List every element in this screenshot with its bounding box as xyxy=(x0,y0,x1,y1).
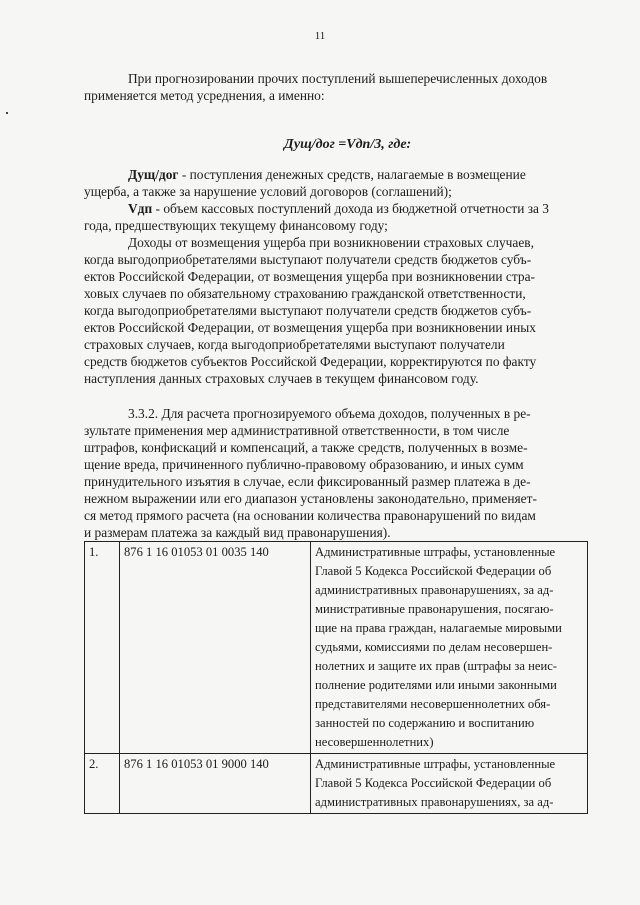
formula: Дущ/дог =Vдп/3, где: xyxy=(284,137,412,152)
def2-line-1 xyxy=(128,200,549,217)
insurance-line: Доходы от возмещения ущерба при возникновении страховых случаев, xyxy=(128,235,534,250)
intro-line-1: При прогнозировании прочих поступлений вышеперечисленных доходов xyxy=(128,71,548,86)
table-row xyxy=(85,754,588,814)
section-332-line: штрафов, конфискаций и компенсаций, а также средств, полученных в возме- xyxy=(84,440,528,455)
section-332-line: ся метод прямого расчета (на основании количества правонарушений по видам xyxy=(84,508,536,523)
insurance-line: страховых случаев, когда выгодоприобретателями выступают получатели xyxy=(84,337,505,352)
description-line: представителями несовершеннолетних обя- xyxy=(315,697,551,711)
description-line: нолетних и защите их прав (штрафы за неис- xyxy=(315,659,557,673)
insurance-line: ектов Российской Федерации, от возмещения ущерба при возникновении стра- xyxy=(84,269,535,284)
budget-code: 876 1 16 01053 01 9000 140 xyxy=(120,754,311,814)
row-number: 2. xyxy=(85,754,120,814)
page-number: 11 xyxy=(314,30,326,42)
table-row xyxy=(85,542,588,754)
intro-line-2: применяется метод усреднения, а именно: xyxy=(84,88,325,103)
budget-code: 876 1 16 01053 01 0035 140 xyxy=(120,542,311,754)
description-line: щие на права граждан, налагаемые мировыми xyxy=(315,621,562,635)
section-332-line: 3.3.2. Для расчета прогнозируемого объема доходов, полученных в ре- xyxy=(128,406,531,421)
section-332-line: нежном выражении или его диапазон установлены законодательно, применяет- xyxy=(84,491,537,506)
def2-term: Vдп xyxy=(128,201,153,216)
insurance-line: наступления данных страховых случаев в текущем финансовом году. xyxy=(84,371,479,386)
section-332-line: зультате применения мер административной ответственности, в том числе xyxy=(84,423,510,438)
code-description xyxy=(311,754,588,814)
insurance-line: ектов Российской Федерации, от возмещения ущерба при возникновении иных xyxy=(84,320,536,335)
revenue-codes-table xyxy=(84,541,588,814)
section-332-line: щение вреда, причиненного публично-правовому образованию, и иных сумм xyxy=(84,457,524,472)
description-line: Административные штрафы, установленные xyxy=(315,545,556,559)
description-line: судьями, комиссиями по делам несовершен- xyxy=(315,640,553,654)
insurance-line: ховых случаев по обязательному страхованию гражданской ответственности, xyxy=(84,286,526,301)
description-line: Главой 5 Кодекса Российской Федерации об xyxy=(315,776,552,790)
insurance-line: когда выгодоприобретателями выступают получатели средств бюджетов субъ- xyxy=(84,303,532,318)
code-description xyxy=(311,542,588,754)
description-line: административных правонарушениях, за ад- xyxy=(315,583,554,597)
section-332-line: принудительного изъятия в случае, если фиксированный размер платежа в де- xyxy=(84,474,531,489)
description-line: Административные штрафы, установленные xyxy=(315,757,556,771)
description-line: несовершеннолетних) xyxy=(315,735,434,749)
def1-line-1 xyxy=(128,166,526,183)
scan-mark xyxy=(6,112,8,114)
insurance-line: когда выгодоприобретателями выступают получатели средств бюджетов субъ- xyxy=(84,252,532,267)
def1-line-2: ущерба, а также за нарушение условий договоров (соглашений); xyxy=(84,184,452,199)
description-line: Главой 5 Кодекса Российской Федерации об xyxy=(315,564,552,578)
insurance-line: средств бюджетов субъектов Российской Федерации, корректируются по факту xyxy=(84,354,537,369)
section-332-line: и размерам платежа за каждый вид правонарушения). xyxy=(84,525,391,540)
def1-term: Дущ/дог xyxy=(128,167,179,182)
description-line: административных правонарушениях, за ад- xyxy=(315,795,554,809)
def2-line-2: года, предшествующих текущему финансовому году; xyxy=(84,218,388,233)
description-line: полнение родителями или иными законными xyxy=(315,678,557,692)
def2-text: - объем кассовых поступлений дохода из бюджетной отчетности за 3 xyxy=(152,201,549,216)
row-number: 1. xyxy=(85,542,120,754)
def1-text: - поступления денежных средств, налагаемые в возмещение xyxy=(178,167,526,182)
description-line: занностей по содержанию и воспитанию xyxy=(315,716,535,730)
description-line: министративные правонарушения, посягаю- xyxy=(315,602,554,616)
